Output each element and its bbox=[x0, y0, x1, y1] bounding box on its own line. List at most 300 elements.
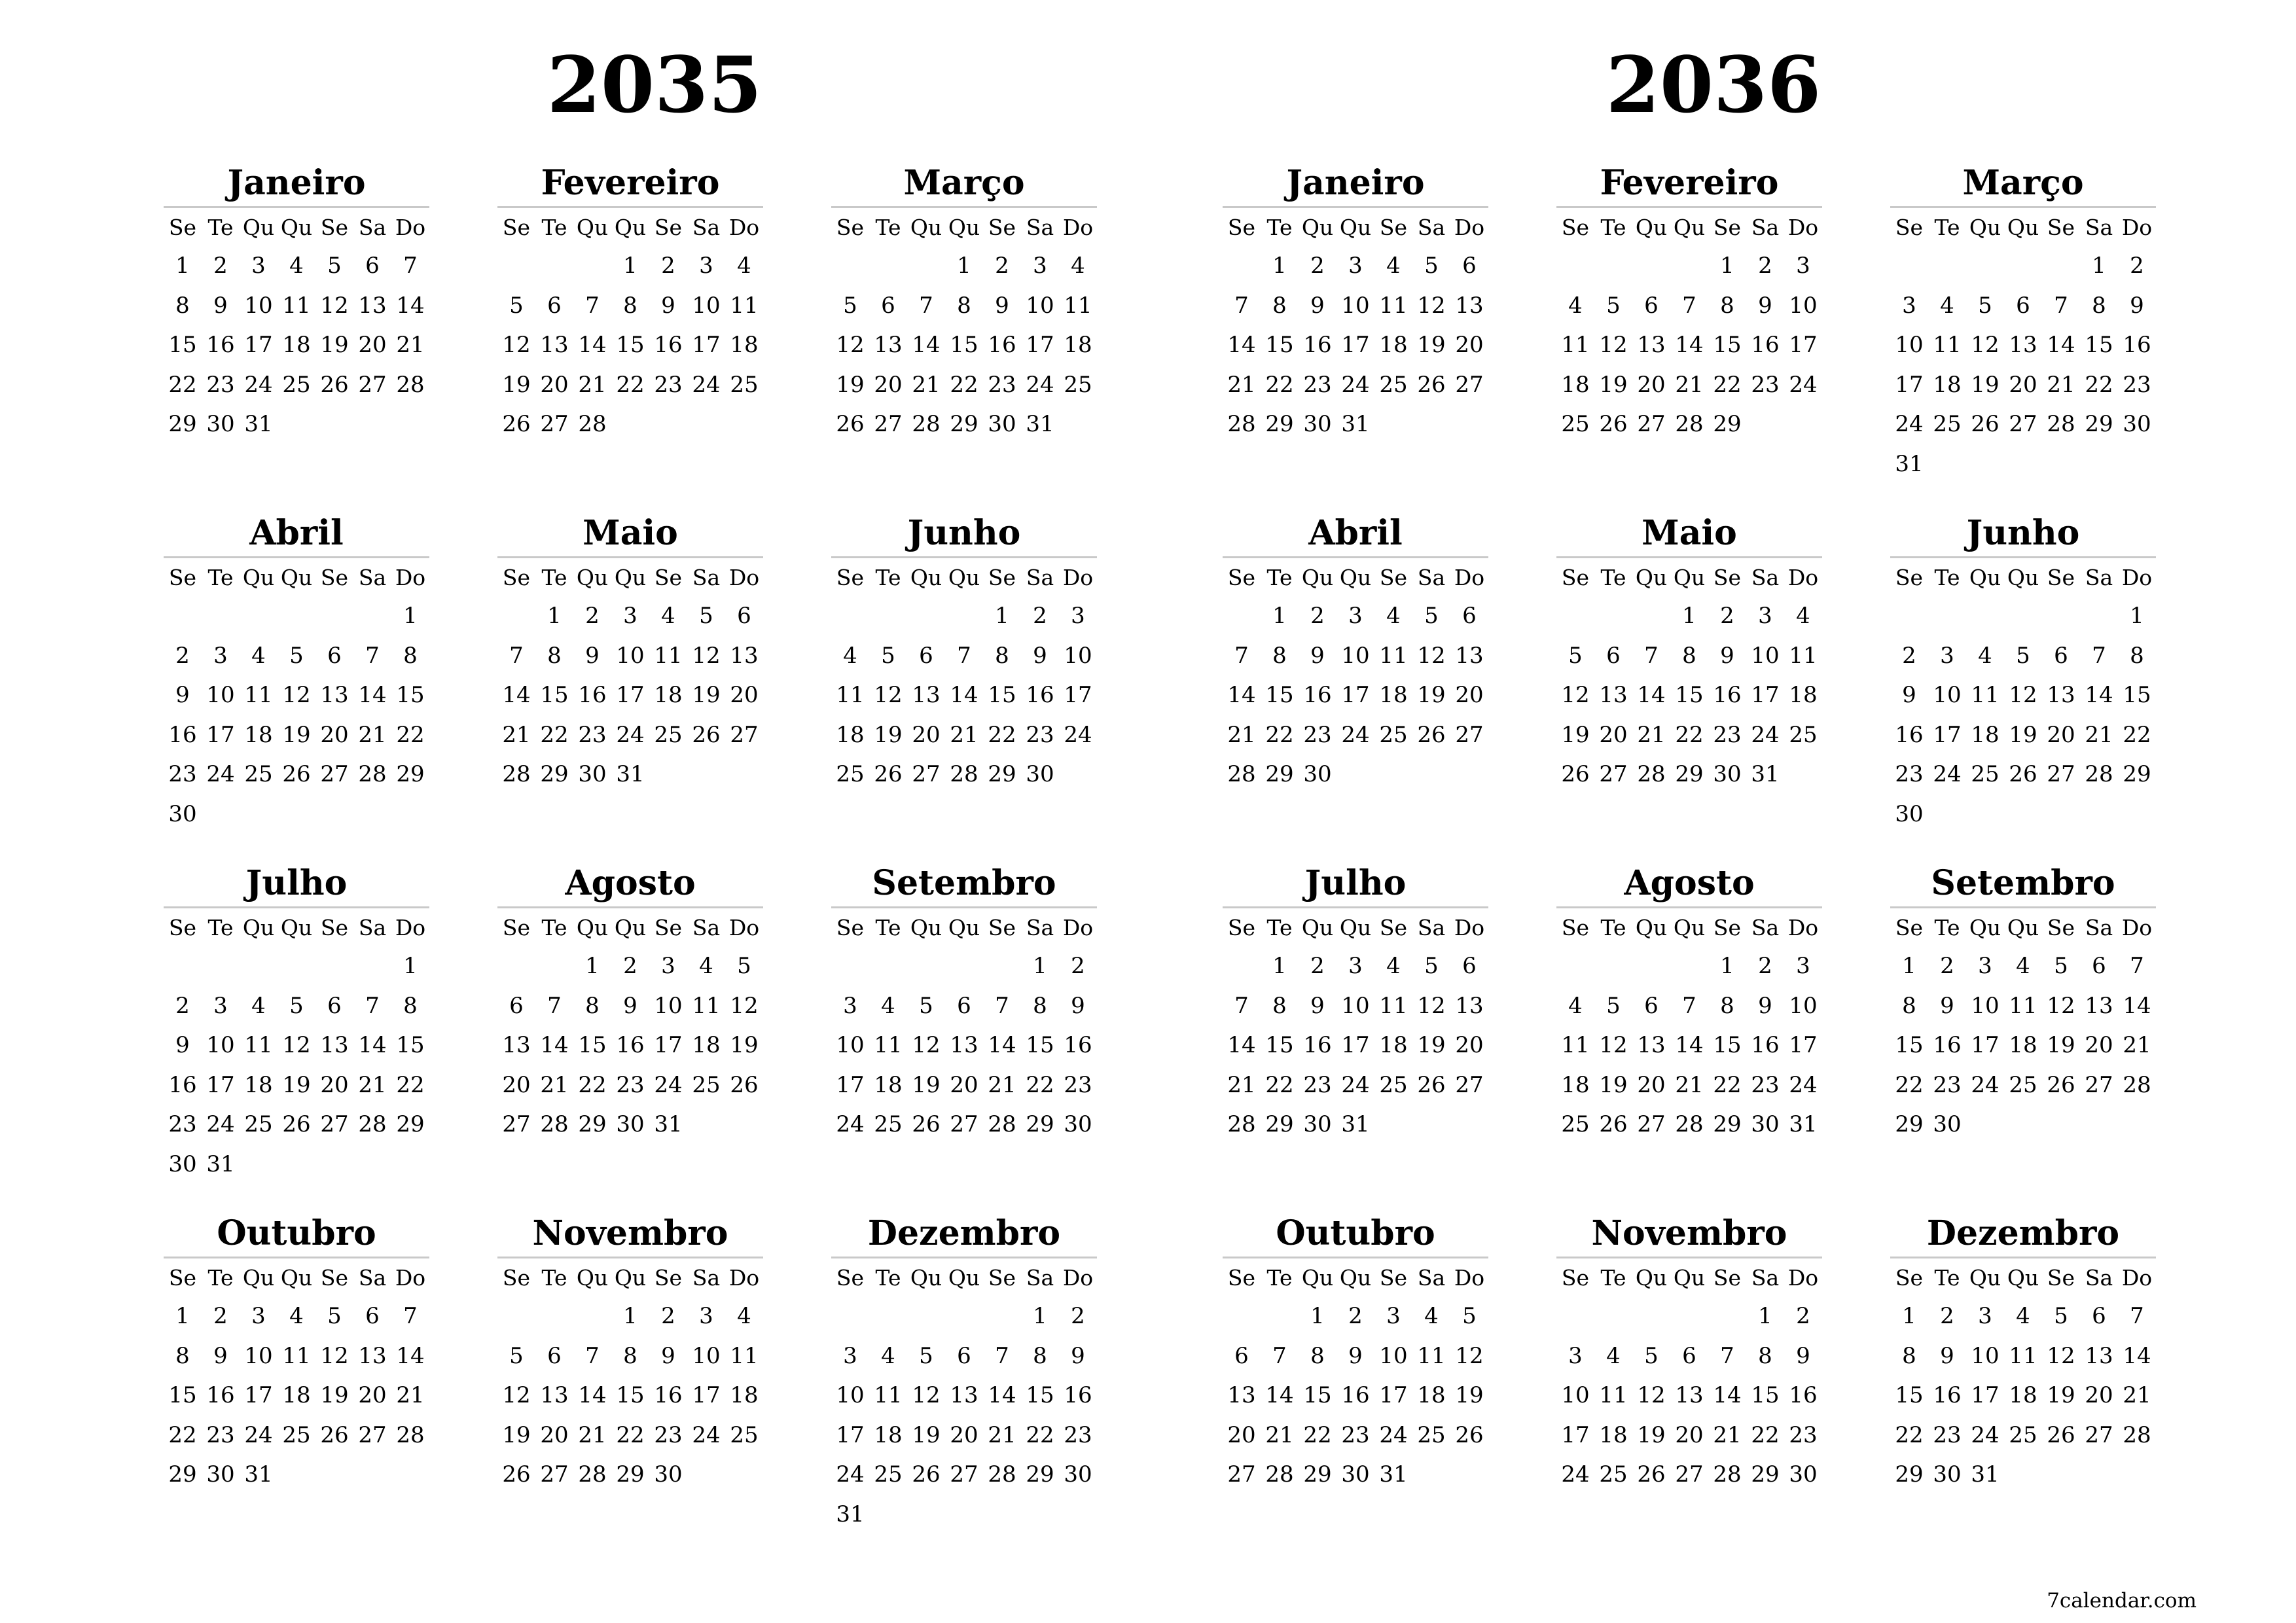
day-cell: 11 bbox=[1561, 1032, 1590, 1059]
day-cell: 24 bbox=[1971, 1421, 2000, 1448]
day-cell: 8 bbox=[585, 992, 600, 1019]
day-cell: 24 bbox=[1026, 371, 1054, 398]
weekday-header bbox=[164, 208, 429, 246]
day-cell: 12 bbox=[502, 1382, 531, 1409]
day-cell: 6 bbox=[1234, 1342, 1249, 1369]
weekday-label: Sa bbox=[1026, 564, 1054, 590]
day-cell: 21 bbox=[578, 1421, 607, 1448]
day-cell: 27 bbox=[2085, 1071, 2113, 1098]
day-cell: 26 bbox=[1561, 761, 1590, 788]
weekday-label: Se bbox=[2047, 564, 2075, 590]
day-cell: 4 bbox=[1940, 292, 1954, 319]
day-cell: 10 bbox=[1895, 332, 1924, 359]
month-name: Abril bbox=[164, 510, 429, 558]
day-cell: 19 bbox=[1455, 1382, 1484, 1409]
day-cell: 21 bbox=[502, 721, 531, 748]
weekday-header bbox=[1890, 1258, 2156, 1296]
day-cell: 8 bbox=[623, 1342, 637, 1369]
day-cell: 3 bbox=[1348, 603, 1363, 630]
month-fevereiro bbox=[1556, 160, 1822, 444]
day-cell: 20 bbox=[2085, 1032, 2113, 1059]
day-cell: 6 bbox=[957, 992, 971, 1019]
day-cell: 15 bbox=[1265, 332, 1294, 359]
day-cell: 16 bbox=[1933, 1032, 1962, 1059]
week-row bbox=[164, 1145, 429, 1185]
day-cell: 23 bbox=[1751, 371, 1780, 398]
week-row bbox=[831, 1416, 1097, 1455]
day-cell: 15 bbox=[1265, 682, 1294, 709]
week-row bbox=[1890, 1065, 2156, 1105]
week-row bbox=[164, 1336, 429, 1376]
weekday-label: Sa bbox=[1417, 564, 1446, 590]
week-row bbox=[831, 286, 1097, 326]
day-cell: 7 bbox=[585, 1342, 600, 1369]
day-cell: 2 bbox=[175, 642, 190, 669]
day-cell: 14 bbox=[988, 1382, 1016, 1409]
day-cell: 10 bbox=[1789, 992, 1818, 1019]
day-cell: 28 bbox=[502, 761, 531, 788]
day-cell: 7 bbox=[2130, 953, 2144, 980]
weekday-label: Sa bbox=[358, 914, 387, 940]
day-cell: 2 bbox=[1071, 953, 1085, 980]
day-cell: 11 bbox=[1789, 642, 1818, 669]
day-cell: 25 bbox=[1561, 1111, 1590, 1138]
month-abril bbox=[164, 510, 429, 834]
day-cell: 28 bbox=[578, 411, 607, 438]
day-cell: 3 bbox=[699, 253, 713, 279]
month-name: Abril bbox=[1223, 510, 1488, 558]
week-row bbox=[1223, 715, 1488, 755]
day-cell: 15 bbox=[950, 332, 978, 359]
footer-credit: 7calendar.com bbox=[2047, 1589, 2197, 1613]
weekday-label: Qu bbox=[1673, 914, 1706, 940]
day-cell: 18 bbox=[1064, 332, 1092, 359]
week-row bbox=[831, 1495, 1097, 1535]
day-cell: 3 bbox=[661, 953, 675, 980]
day-cell: 7 bbox=[1272, 1342, 1287, 1369]
week-row bbox=[497, 755, 763, 794]
day-cell: 12 bbox=[282, 682, 311, 709]
day-cell: 11 bbox=[874, 1032, 903, 1059]
day-cell: 30 bbox=[1064, 1461, 1092, 1488]
day-cell: 30 bbox=[168, 800, 197, 827]
month-dezembro bbox=[1890, 1211, 2156, 1495]
week-row bbox=[1890, 1336, 2156, 1376]
week-row bbox=[164, 365, 429, 405]
day-cell: 20 bbox=[1637, 371, 1666, 398]
day-cell: 19 bbox=[1417, 1032, 1446, 1059]
weekday-label: Qu bbox=[1673, 1264, 1706, 1291]
day-cell: 9 bbox=[1796, 1342, 1810, 1369]
day-cell: 10 bbox=[1379, 1342, 1408, 1369]
weekday-header bbox=[1556, 208, 1822, 246]
day-cell: 6 bbox=[327, 992, 342, 1019]
day-cell: 11 bbox=[244, 1032, 273, 1059]
weekday-label: Se bbox=[836, 564, 865, 590]
day-cell: 24 bbox=[1561, 1461, 1590, 1488]
day-cell: 8 bbox=[623, 292, 637, 319]
weekday-label: Sa bbox=[358, 564, 387, 590]
day-cell: 5 bbox=[509, 292, 524, 319]
day-cell: 10 bbox=[836, 1032, 865, 1059]
day-cell: 17 bbox=[1026, 332, 1054, 359]
day-cell: 24 bbox=[244, 371, 273, 398]
day-cell: 16 bbox=[2123, 332, 2151, 359]
day-cell: 20 bbox=[912, 721, 941, 748]
day-cell: 12 bbox=[874, 682, 903, 709]
week-row bbox=[1890, 404, 2156, 444]
day-cell: 15 bbox=[396, 1032, 425, 1059]
day-cell: 9 bbox=[623, 992, 637, 1019]
day-cell: 3 bbox=[623, 603, 637, 630]
day-cell: 31 bbox=[836, 1501, 865, 1527]
day-cell: 17 bbox=[206, 721, 235, 748]
day-cell: 12 bbox=[2047, 1342, 2075, 1369]
day-cell: 30 bbox=[168, 1150, 197, 1177]
day-cell: 13 bbox=[1227, 1382, 1256, 1409]
day-cell: 30 bbox=[1713, 761, 1742, 788]
weekday-label: Te bbox=[1266, 564, 1293, 590]
day-cell: 2 bbox=[623, 953, 637, 980]
day-cell: 6 bbox=[547, 1342, 562, 1369]
weekday-label: Se bbox=[1379, 564, 1408, 590]
day-cell: 5 bbox=[2054, 1303, 2068, 1330]
day-cell: 24 bbox=[1789, 1071, 1818, 1098]
weekday-label: Se bbox=[1561, 914, 1590, 940]
day-cell: 1 bbox=[1272, 953, 1287, 980]
day-cell: 20 bbox=[1455, 332, 1484, 359]
week-row bbox=[1890, 636, 2156, 676]
weekday-label: Do bbox=[2121, 1264, 2153, 1291]
weekday-label: Te bbox=[1934, 564, 1960, 590]
day-cell: 2 bbox=[1071, 1303, 1085, 1330]
day-cell: 18 bbox=[1561, 1071, 1590, 1098]
day-cell: 18 bbox=[1379, 1032, 1408, 1059]
day-cell: 27 bbox=[540, 1461, 569, 1488]
weekday-label: Se bbox=[988, 564, 1016, 590]
day-cell: 20 bbox=[1599, 721, 1628, 748]
day-cell: 23 bbox=[1933, 1071, 1962, 1098]
day-cell: 7 bbox=[1234, 292, 1249, 319]
weekday-label: Qu bbox=[948, 914, 980, 940]
day-cell: 12 bbox=[1455, 1342, 1484, 1369]
week-row bbox=[831, 986, 1097, 1026]
day-cell: 10 bbox=[244, 292, 273, 319]
day-cell: 27 bbox=[874, 411, 903, 438]
weekday-label: Do bbox=[1062, 1264, 1094, 1291]
day-cell: 20 bbox=[2085, 1382, 2113, 1409]
day-cell: 12 bbox=[1417, 292, 1446, 319]
weekday-label: Do bbox=[1454, 564, 1485, 590]
weekday-header bbox=[164, 558, 429, 596]
week-row bbox=[497, 246, 763, 286]
day-cell: 4 bbox=[1071, 253, 1085, 279]
day-cell: 4 bbox=[661, 603, 675, 630]
weekday-label: Sa bbox=[692, 214, 721, 240]
day-cell: 14 bbox=[2085, 682, 2113, 709]
day-cell: 6 bbox=[881, 292, 895, 319]
day-cell: 20 bbox=[950, 1421, 978, 1448]
day-cell: 2 bbox=[585, 603, 600, 630]
day-cell: 8 bbox=[2092, 292, 2106, 319]
day-cell: 17 bbox=[1895, 371, 1924, 398]
day-cell: 13 bbox=[1599, 682, 1628, 709]
week-row bbox=[831, 946, 1097, 986]
day-cell: 21 bbox=[1227, 1071, 1256, 1098]
day-cell: 29 bbox=[1265, 1111, 1294, 1138]
day-cell: 8 bbox=[1682, 642, 1696, 669]
weekday-header bbox=[1223, 1258, 1488, 1296]
day-cell: 3 bbox=[1796, 953, 1810, 980]
day-cell: 18 bbox=[874, 1421, 903, 1448]
day-cell: 22 bbox=[616, 1421, 645, 1448]
day-cell: 18 bbox=[1933, 371, 1962, 398]
weekday-label: Se bbox=[168, 214, 197, 240]
week-row bbox=[1223, 246, 1488, 286]
day-cell: 18 bbox=[836, 721, 865, 748]
weekday-label: Qu bbox=[614, 914, 647, 940]
day-cell: 11 bbox=[2009, 1342, 2037, 1369]
day-cell: 22 bbox=[540, 721, 569, 748]
day-cell: 1 bbox=[403, 603, 418, 630]
weekday-label: Qu bbox=[280, 1264, 313, 1291]
day-cell: 24 bbox=[836, 1461, 865, 1488]
day-cell: 16 bbox=[1789, 1382, 1818, 1409]
day-cell: 8 bbox=[1720, 992, 1734, 1019]
day-cell: 14 bbox=[1637, 682, 1666, 709]
week-row bbox=[164, 1455, 429, 1495]
day-cell: 26 bbox=[282, 761, 311, 788]
day-cell: 13 bbox=[730, 642, 759, 669]
week-row bbox=[1556, 1026, 1822, 1065]
day-cell: 13 bbox=[320, 1032, 349, 1059]
day-cell: 28 bbox=[1713, 1461, 1742, 1488]
weekday-label: Qu bbox=[1673, 214, 1706, 240]
week-row bbox=[1223, 986, 1488, 1026]
day-cell: 14 bbox=[988, 1032, 1016, 1059]
day-cell: 2 bbox=[1796, 1303, 1810, 1330]
day-cell: 11 bbox=[1417, 1342, 1446, 1369]
day-cell: 16 bbox=[168, 721, 197, 748]
day-cell: 3 bbox=[251, 1303, 266, 1330]
day-cell: 14 bbox=[396, 292, 425, 319]
day-cell: 20 bbox=[730, 682, 759, 709]
weekday-label: Se bbox=[1561, 564, 1590, 590]
day-cell: 14 bbox=[1675, 1032, 1704, 1059]
day-cell: 16 bbox=[616, 1032, 645, 1059]
weekday-label: Sa bbox=[1751, 564, 1780, 590]
day-cell: 13 bbox=[1455, 642, 1484, 669]
day-cell: 13 bbox=[1637, 1032, 1666, 1059]
month-name: Agosto bbox=[1556, 861, 1822, 908]
day-cell: 23 bbox=[1064, 1071, 1092, 1098]
day-cell: 15 bbox=[1303, 1382, 1332, 1409]
week-row bbox=[1556, 715, 1822, 755]
day-cell: 16 bbox=[206, 332, 235, 359]
day-cell: 18 bbox=[1417, 1382, 1446, 1409]
day-cell: 2 bbox=[1758, 953, 1772, 980]
month-fevereiro bbox=[497, 160, 763, 444]
day-cell: 14 bbox=[396, 1342, 425, 1369]
day-cell: 16 bbox=[1895, 721, 1924, 748]
day-cell: 19 bbox=[502, 371, 531, 398]
week-row bbox=[164, 946, 429, 986]
day-cell: 24 bbox=[692, 1421, 721, 1448]
weekday-label: Se bbox=[1227, 564, 1256, 590]
weekday-label: Te bbox=[1934, 914, 1960, 940]
day-cell: 9 bbox=[213, 292, 228, 319]
day-cell: 8 bbox=[2130, 642, 2144, 669]
day-cell: 11 bbox=[730, 1342, 759, 1369]
week-row bbox=[1890, 1455, 2156, 1495]
weekday-header bbox=[831, 208, 1097, 246]
day-cell: 8 bbox=[1902, 992, 1916, 1019]
month-marco bbox=[831, 160, 1097, 444]
day-cell: 8 bbox=[547, 642, 562, 669]
day-cell: 11 bbox=[1064, 292, 1092, 319]
day-cell: 26 bbox=[1971, 411, 2000, 438]
weekday-label: Do bbox=[1062, 914, 1094, 940]
day-cell: 15 bbox=[2123, 682, 2151, 709]
day-cell: 12 bbox=[730, 992, 759, 1019]
week-row bbox=[1223, 1336, 1488, 1376]
day-cell: 7 bbox=[1682, 292, 1696, 319]
day-cell: 5 bbox=[881, 642, 895, 669]
day-cell: 5 bbox=[327, 1303, 342, 1330]
day-cell: 24 bbox=[1895, 411, 1924, 438]
day-cell: 3 bbox=[843, 992, 857, 1019]
month-janeiro bbox=[164, 160, 429, 444]
day-cell: 6 bbox=[2092, 953, 2106, 980]
weekday-label: Te bbox=[875, 1264, 901, 1291]
weekday-header bbox=[497, 1258, 763, 1296]
day-cell: 20 bbox=[2047, 721, 2075, 748]
month-julho bbox=[1223, 861, 1488, 1145]
day-cell: 7 bbox=[919, 292, 933, 319]
day-cell: 10 bbox=[244, 1342, 273, 1369]
weekday-label: Se bbox=[1379, 914, 1408, 940]
day-cell: 12 bbox=[1599, 332, 1628, 359]
day-cell: 16 bbox=[168, 1071, 197, 1098]
week-row bbox=[1890, 1296, 2156, 1336]
week-row bbox=[1556, 1296, 1822, 1336]
day-cell: 26 bbox=[502, 1461, 531, 1488]
day-cell: 12 bbox=[320, 292, 349, 319]
weekday-label: Sa bbox=[692, 914, 721, 940]
week-row bbox=[1223, 596, 1488, 636]
weekday-label: Se bbox=[1713, 564, 1742, 590]
day-cell: 5 bbox=[509, 1342, 524, 1369]
day-cell: 20 bbox=[1455, 1032, 1484, 1059]
week-row bbox=[1556, 1455, 1822, 1495]
day-cell: 19 bbox=[502, 1421, 531, 1448]
day-cell: 31 bbox=[1751, 761, 1780, 788]
weekday-label: Do bbox=[1454, 914, 1485, 940]
weekday-label: Qu bbox=[1339, 914, 1372, 940]
day-cell: 4 bbox=[1386, 253, 1401, 279]
week-row bbox=[1556, 1065, 1822, 1105]
week-row bbox=[1223, 365, 1488, 405]
week-row bbox=[497, 675, 763, 715]
day-cell: 10 bbox=[1064, 642, 1092, 669]
weekday-header bbox=[1223, 558, 1488, 596]
day-cell: 20 bbox=[950, 1071, 978, 1098]
day-cell: 5 bbox=[1606, 292, 1621, 319]
day-cell: 9 bbox=[1071, 1342, 1085, 1369]
weekday-label: Do bbox=[395, 914, 426, 940]
weekday-label: Qu bbox=[1301, 1264, 1334, 1291]
day-cell: 26 bbox=[912, 1461, 941, 1488]
day-cell: 17 bbox=[1971, 1382, 2000, 1409]
weekday-label: Te bbox=[207, 914, 234, 940]
day-cell: 25 bbox=[874, 1111, 903, 1138]
day-cell: 13 bbox=[950, 1382, 978, 1409]
day-cell: 21 bbox=[2047, 371, 2075, 398]
weekday-label: Se bbox=[654, 1264, 683, 1291]
month-name: Dezembro bbox=[1890, 1211, 2156, 1258]
day-cell: 15 bbox=[2085, 332, 2113, 359]
day-cell: 9 bbox=[1348, 1342, 1363, 1369]
day-cell: 2 bbox=[1348, 1303, 1363, 1330]
day-cell: 17 bbox=[1561, 1421, 1590, 1448]
day-cell: 24 bbox=[1971, 1071, 2000, 1098]
weekday-label: Se bbox=[320, 214, 349, 240]
weekday-label: Sa bbox=[692, 564, 721, 590]
day-cell: 5 bbox=[289, 642, 304, 669]
week-row bbox=[831, 636, 1097, 676]
day-cell: 19 bbox=[320, 1382, 349, 1409]
day-cell: 22 bbox=[396, 721, 425, 748]
week-row bbox=[164, 246, 429, 286]
day-cell: 24 bbox=[1064, 721, 1092, 748]
day-cell: 25 bbox=[730, 371, 759, 398]
weekday-label: Te bbox=[875, 214, 901, 240]
day-cell: 30 bbox=[1341, 1461, 1370, 1488]
day-cell: 3 bbox=[843, 1342, 857, 1369]
day-cell: 17 bbox=[1341, 332, 1370, 359]
day-cell: 23 bbox=[1303, 721, 1332, 748]
day-cell: 5 bbox=[919, 992, 933, 1019]
day-cell: 14 bbox=[1713, 1382, 1742, 1409]
day-cell: 26 bbox=[320, 1421, 349, 1448]
week-row bbox=[497, 1296, 763, 1336]
week-row bbox=[1556, 1376, 1822, 1416]
week-row bbox=[1556, 404, 1822, 444]
day-cell: 9 bbox=[1758, 992, 1772, 1019]
day-cell: 22 bbox=[1675, 721, 1704, 748]
weekday-label: Qu bbox=[948, 564, 980, 590]
day-cell: 31 bbox=[1379, 1461, 1408, 1488]
day-cell: 5 bbox=[1462, 1303, 1477, 1330]
day-cell: 22 bbox=[396, 1071, 425, 1098]
weekday-header bbox=[164, 908, 429, 946]
day-cell: 7 bbox=[995, 992, 1009, 1019]
weekday-label: Se bbox=[1561, 214, 1590, 240]
day-cell: 23 bbox=[1713, 721, 1742, 748]
weekday-label: Qu bbox=[1673, 564, 1706, 590]
day-cell: 28 bbox=[2123, 1071, 2151, 1098]
day-cell: 15 bbox=[616, 1382, 645, 1409]
week-row bbox=[831, 1336, 1097, 1376]
weekday-label: Qu bbox=[1969, 214, 2001, 240]
day-cell: 9 bbox=[175, 682, 190, 709]
week-row bbox=[497, 1455, 763, 1495]
day-cell: 31 bbox=[206, 1150, 235, 1177]
day-cell: 8 bbox=[1272, 292, 1287, 319]
day-cell: 8 bbox=[175, 1342, 190, 1369]
day-cell: 27 bbox=[1455, 371, 1484, 398]
day-cell: 30 bbox=[1064, 1111, 1092, 1138]
